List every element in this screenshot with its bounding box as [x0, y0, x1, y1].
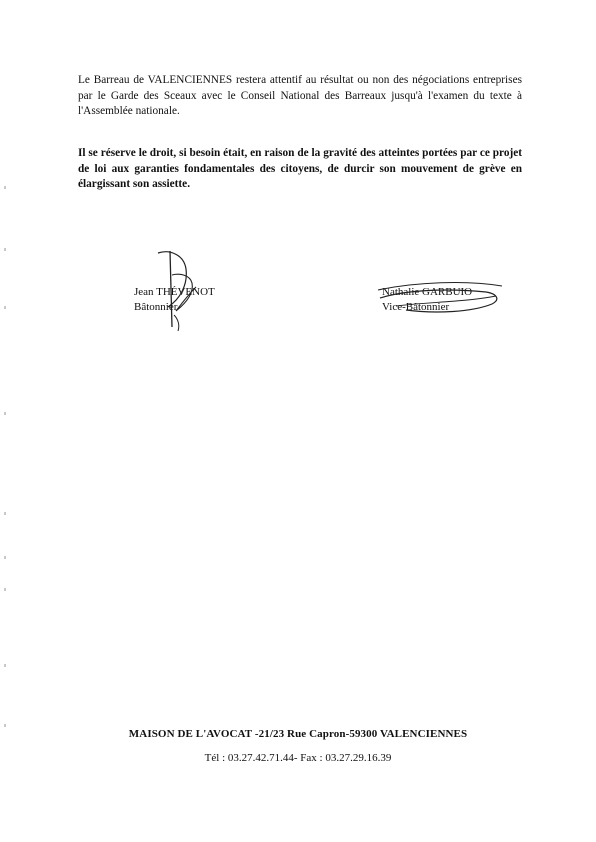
scan-mark [4, 556, 6, 559]
scan-mark [4, 186, 6, 189]
scan-mark [4, 588, 6, 591]
signatory-name-left: Jean THÉVENOT [134, 286, 215, 298]
footer-address: MAISON DE L'AVOCAT -21/23 Rue Capron-59300 VALENCIENNES [128, 728, 468, 740]
scan-mark [4, 412, 6, 415]
footer-contact: Tél : 03.27.42.71.44- Fax : 03.27.29.16.39 [204, 752, 392, 764]
signatory-name-right: Nathalie GARBUIO [382, 286, 473, 298]
handwritten-signature-right [376, 276, 506, 320]
scan-mark [4, 664, 6, 667]
scan-mark [4, 512, 6, 515]
scan-mark [4, 248, 6, 251]
body-paragraph-2: Il se réserve le droit, si besoin était, en raison de la gravité des atteintes portées par ce projet de loi aux garanties fondamentales des citoyens, de durcir son mouvement de grève en élargissant son assiette. [78, 147, 522, 190]
body-paragraph-1: Le Barreau de VALENCIENNES restera attentif au résultat ou non des négociations entreprises par le Garde des Sceaux avec le Conseil National des Barreaux jusqu'à l'examen du texte à l'Assemblée nationale. [78, 74, 522, 117]
scan-mark [4, 724, 6, 727]
signature-block-left [134, 285, 215, 315]
signatory-title-right: Vice-Bâtonnier [382, 301, 450, 313]
scan-mark [4, 306, 6, 309]
signatory-title-left: Bâtonnier [134, 301, 178, 313]
